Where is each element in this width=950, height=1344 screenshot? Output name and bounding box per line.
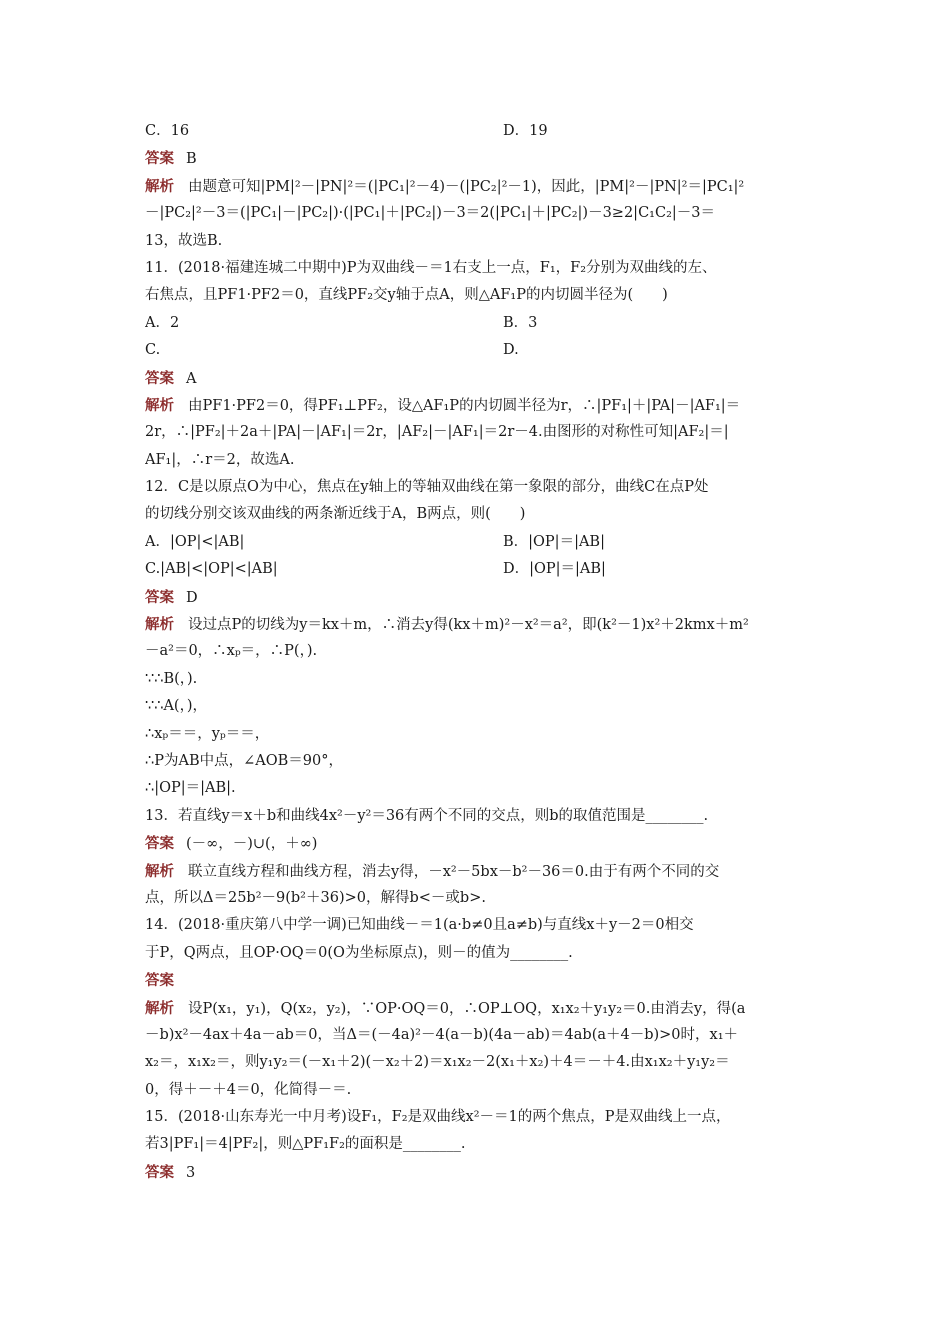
- q13-answer: [145, 830, 807, 857]
- q13-analysis-line-2: 点，所以Δ＝25b²－9(b²＋36)>0，解得b<－或b>.: [145, 889, 486, 906]
- q12-analysis-line-1: [145, 611, 807, 638]
- q11-option-a: A．2: [145, 314, 180, 331]
- q12-options-cd: [145, 556, 807, 583]
- q10-options-cd: [145, 118, 807, 145]
- analysis-label: 解析: [145, 616, 174, 634]
- q12-answer: [145, 584, 807, 611]
- q14-stem-line-2: 于P，Q两点，且OP·OQ＝0(O为坐标原点)，则－的值为________.: [145, 944, 573, 961]
- q12-analysis-line-7: ∴|OP|＝|AB|.: [145, 780, 236, 797]
- answer-value: A: [186, 370, 197, 387]
- q14-analysis-line-4: 0，得＋－＋4＝0，化简得－＝.: [145, 1081, 352, 1098]
- q10-analysis-line-3: 13，故选B.: [145, 232, 223, 249]
- q11-answer: [145, 365, 807, 392]
- answer-value: D: [186, 589, 198, 606]
- answer-value: (－∞，－)∪(，＋∞): [186, 836, 318, 853]
- q10-option-d: D．19: [503, 123, 548, 139]
- q15-stem-line-1: 15．(2018·山东寿光一中月考)设F₁，F₂是双曲线x²－＝1的两个焦点，P是双曲线上一点，: [145, 1109, 731, 1126]
- q12-analysis-line-3: ∵∴B(，).: [145, 670, 198, 687]
- q15-stem-line-2: 若3|PF₁|＝4|PF₂|，则△PF₁F₂的面积是________.: [145, 1136, 466, 1153]
- answer-label: 答案: [145, 150, 174, 168]
- q12-option-c: C.|AB|<|OP|<|AB|: [145, 561, 278, 578]
- q12-options-ab: [145, 529, 807, 556]
- analysis-text: 设过点P的切线为y＝kx＋m，∴消去y得(kx＋m)²－x²＝a²，即(k²－1)x²＋2kmx＋m²: [188, 617, 749, 634]
- q14-stem-line-1: 14．(2018·重庆第八中学一调)已知曲线－＝1(a·b≠0且a≠b)与直线x＋y－2＝0相交: [145, 917, 694, 934]
- q12-option-d: D．|OP|＝|AB|: [503, 561, 606, 578]
- analysis-label: 解析: [145, 999, 174, 1017]
- q10-analysis-line-2: －|PC₂|²－3＝(|PC₁|－|PC₂|)·(|PC₁|＋|PC₂|)－3＝2(|PC₁|＋|PC₂|)－3≥2|C₁C₂|－3＝: [145, 205, 715, 222]
- analysis-text: 由PF1·PF2＝0，得PF₁⊥PF₂，设△AF₁P的内切圆半径为r，∴|PF₁|＋|PA|－|AF₁|＝: [188, 397, 741, 414]
- q12-option-b: B．|OP|＝|AB|: [503, 533, 605, 550]
- q10-option-c: C．16: [145, 123, 190, 139]
- q11-analysis-line-2: 2r，∴|PF₂|＋2a＋|PA|－|AF₁|＝2r，|AF₂|－|AF₁|＝2r－4.由图形的对称性可知|AF₂|＝|: [145, 424, 729, 441]
- q12-analysis-line-4: ∵∴A(，)，: [145, 698, 207, 715]
- answer-label: 答案: [145, 1163, 174, 1181]
- q14-analysis-line-2: －b)x²－4ax＋4a－ab＝0，当Δ＝(－4a)²－4(a－b)(4a－ab)＝4ab(a＋4－b)>0时，x₁＋: [145, 1026, 739, 1043]
- analysis-text: 设P(x₁，y₁)，Q(x₂，y₂)，∵OP·OQ＝0，∴OP⊥OQ，x₁x₂＋y₁y₂＝0.由消去y，得(a: [188, 1000, 746, 1017]
- q11-option-d: D.: [503, 342, 519, 359]
- q12-analysis-line-2: －a²＝0，∴xₚ＝，∴P(，).: [145, 643, 318, 660]
- q13-stem: 13．若直线y＝x＋b和曲线4x²－y²＝36有两个不同的交点，则b的取值范围是________.: [145, 807, 709, 824]
- q14-analysis-line-3: x₂＝，x₁x₂＝，则y₁y₂＝(－x₁＋2)(－x₂＋2)＝x₁x₂－2(x₁＋x₂)＋4＝－＋4.由x₁x₂＋y₁y₂＝: [145, 1054, 730, 1071]
- analysis-text: 由题意可知|PM|²－|PN|²＝(|PC₁|²－4)－(|PC₂|²－1)，因此，|PM|²－|PN|²＝|PC₁|²: [188, 178, 745, 195]
- q12-option-a: A．|OP|<|AB|: [145, 533, 245, 550]
- q11-option-c: C.: [145, 342, 161, 359]
- answer-label: 答案: [145, 588, 174, 606]
- answer-label: 答案: [145, 972, 174, 990]
- q10-analysis-line-1: [145, 173, 807, 200]
- answer-value: B: [186, 151, 197, 168]
- q14-analysis-line-1: [145, 995, 807, 1022]
- answer-value: 3: [186, 1164, 196, 1181]
- analysis-label: 解析: [145, 177, 174, 195]
- q11-stem-line-1: 11．(2018·福建连城二中期中)P为双曲线－＝1右支上一点，F₁，F₂分别为双曲线的左、: [145, 259, 717, 276]
- document-content: [145, 118, 807, 1186]
- q11-analysis-line-1: [145, 392, 807, 419]
- q13-analysis-line-1: [145, 858, 807, 885]
- analysis-label: 解析: [145, 396, 174, 414]
- q11-options-ab: [145, 310, 807, 337]
- q14-answer: [145, 967, 807, 994]
- q11-stem-line-2: 右焦点，且PF1·PF2＝0，直线PF₂交y轴于点A，则△AF₁P的内切圆半径为( ): [145, 287, 668, 304]
- q11-option-b: B．3: [503, 314, 538, 331]
- q12-analysis-line-5: ∴xₚ＝＝，yₚ＝＝，: [145, 725, 270, 742]
- q12-stem-line-2: 的切线分别交该双曲线的两条渐近线于A，B两点，则( ): [145, 506, 526, 523]
- q12-stem-line-1: 12．C是以原点O为中心，焦点在y轴上的等轴双曲线在第一象限的部分，曲线C在点P处: [145, 479, 709, 496]
- analysis-text: 联立直线方程和曲线方程，消去y得，－x²－5bx－b²－36＝0.由于有两个不同的交: [188, 863, 720, 880]
- answer-label: 答案: [145, 369, 174, 387]
- answer-label: 答案: [145, 835, 174, 853]
- q10-answer: [145, 145, 807, 172]
- q12-analysis-line-6: ∴P为AB中点，∠AOB＝90°，: [145, 752, 343, 769]
- q11-analysis-line-3: AF₁|，∴r＝2，故选A.: [145, 451, 295, 468]
- analysis-label: 解析: [145, 862, 174, 880]
- q11-options-cd: [145, 337, 807, 364]
- q15-answer: [145, 1159, 807, 1186]
